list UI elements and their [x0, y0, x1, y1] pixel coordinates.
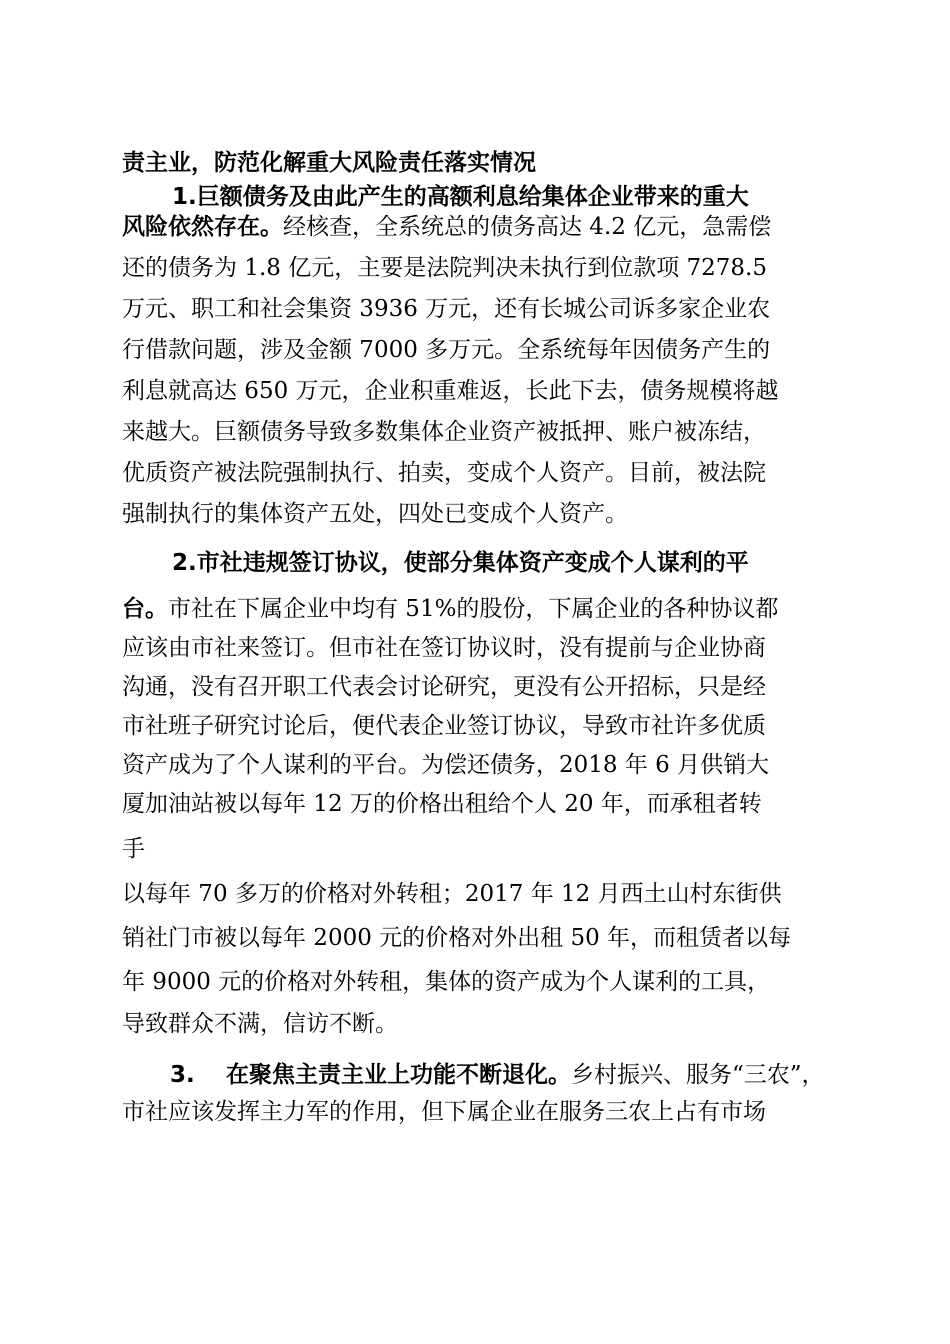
section2-line2	[122, 594, 778, 624]
section2-body-line: 销社门市被以每年 2000 元的价格对外出租 50 年，而租赁者以每	[122, 925, 792, 951]
section2-body-line: 年 9000 元的价格对外转租，集体的资产成为个人谋利的工具，	[122, 969, 771, 995]
section1-line2-rest: 经核查，全系统总的债务高达 4.2 亿元，急需偿	[283, 214, 772, 240]
section3-line1	[226, 1060, 825, 1090]
section2-body-line: 导致群众不满，信访不断。	[122, 1011, 398, 1037]
section2-body-line: 市社班子研究讨论后，便代表企业签订协议，导致市社许多优质	[122, 713, 766, 739]
section2-body-line: 厦加油站被以每年 12 万的价格出租给个人 20 年，而承租者转	[122, 791, 762, 817]
section2-title-line2: 台。	[122, 596, 168, 622]
section2-body-line: 沟通，没有召开职工代表会讨论研究，更没有公开招标，只是经	[122, 674, 766, 700]
section1-body-line: 行借款问题，涉及金额 7000 多万元。全系统每年因债务产生的	[122, 337, 771, 363]
heading-fragment: 责主业，防范化解重大风险责任落实情况	[122, 150, 536, 176]
section1-body-line: 利息就高达 650 万元，企业积重难返，长此下去，债务规模将越	[122, 378, 779, 404]
section2-body-line: 资产成为了个人谋利的平台。为偿还债务，2018 年 6 月供销大	[122, 752, 770, 778]
section3-title: 在聚焦主责主业上功能不断退化。	[226, 1062, 571, 1088]
section3-line1-rest: 乡村振兴、服务“三农”，	[571, 1062, 825, 1088]
section1-body-line: 还的债务为 1.8 亿元，主要是法院判决未执行到位款项 7278.5	[122, 255, 767, 281]
section3-body-line: 市社应该发挥主力军的作用，但下属企业在服务三农上占有市场	[122, 1099, 766, 1125]
section1-body-line: 强制执行的集体资产五处，四处已变成个人资产。	[122, 501, 628, 527]
section1-body-line: 优质资产被法院强制执行、拍卖，变成个人资产。目前，被法院	[122, 460, 766, 486]
section1-line2	[122, 212, 771, 242]
section2-body-line: 以每年 70 多万的价格对外转租；2017 年 12 月西土山村东街供	[122, 881, 782, 907]
section3-number: 3.	[170, 1062, 195, 1088]
section2-body-line: 手	[122, 836, 145, 862]
section2-title-line1: 2.市社违规签订协议，使部分集体资产变成个人谋利的平	[172, 550, 749, 576]
section1-title-line1: 1.巨额债务及由此产生的高额利息给集体企业带来的重大	[172, 184, 749, 210]
section2-line2-rest: 市社在下属企业中均有 51%的股份，下属企业的各种协议都	[168, 596, 779, 622]
section1-body-line: 万元、职工和社会集资 3936 万元，还有长城公司诉多家企业农	[122, 296, 771, 322]
section1-title-line2: 风险依然存在。	[122, 214, 283, 240]
section2-body-line: 应该由市社来签订。但市社在签订协议时，没有提前与企业协商	[122, 635, 766, 661]
section1-body-line: 来越大。巨额债务导致多数集体企业资产被抵押、账户被冻结，	[122, 419, 766, 445]
